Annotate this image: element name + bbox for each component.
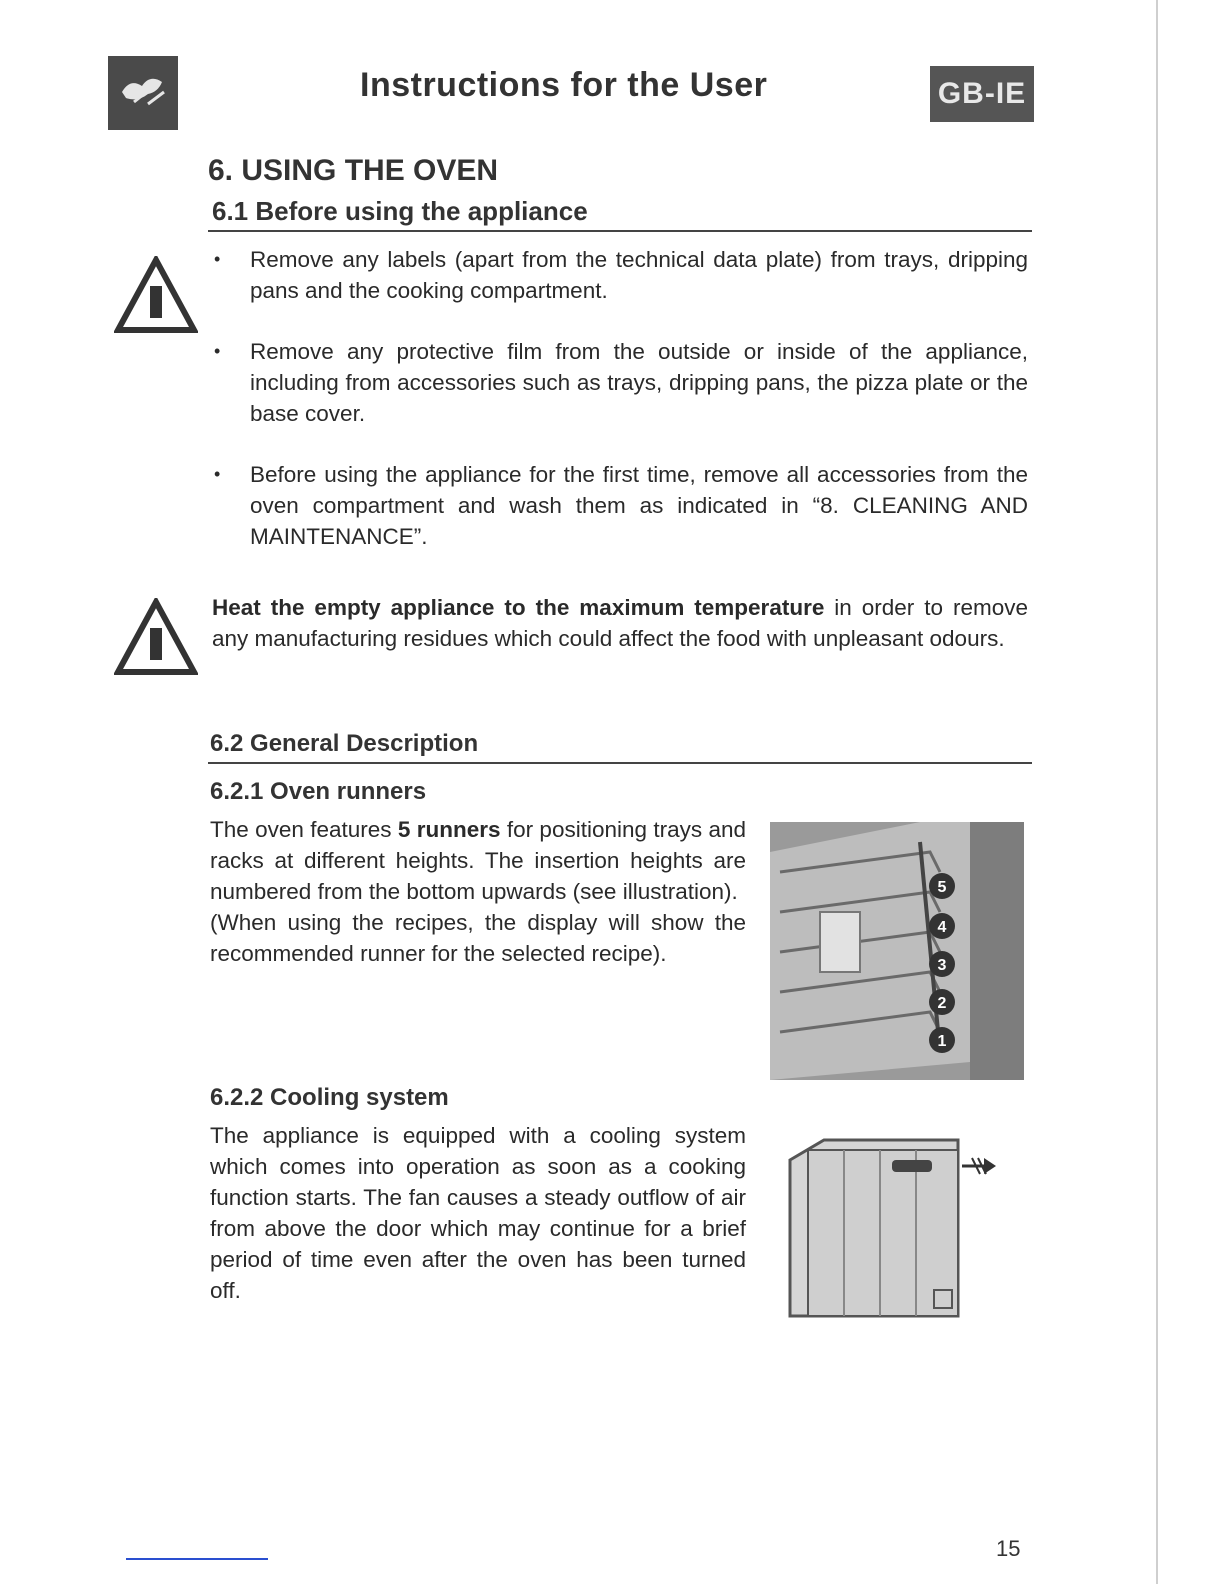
cooling-system-illustration bbox=[784, 1130, 996, 1322]
runner-label-1: 1 bbox=[937, 1033, 947, 1050]
subsection-title-6-1: 6.1 Before using the appliance bbox=[212, 196, 588, 226]
language-badge: GB-IE bbox=[930, 66, 1034, 122]
runner-label-5: 5 bbox=[937, 879, 947, 896]
oven-runners-illustration bbox=[770, 822, 1024, 1080]
runner-label-4: 4 bbox=[937, 919, 947, 936]
runners-count: 5 runners bbox=[397, 817, 501, 842]
page-edge-line bbox=[1156, 0, 1158, 1584]
list-item: • Before using the appliance for the first time, remove all accessories from the oven compartment and wash them as indicated in “8. CLEANING AND MAINTENANCE”. bbox=[210, 459, 1028, 552]
cooling-system-paragraph: The appliance is equipped with a cooling system which comes into operation as soon as a cooking function starts. The fan causes a steady outflow of air from above the door which may continue for a brief period of time even after the oven has been turned off. bbox=[210, 1123, 746, 1303]
runner-label-3: 3 bbox=[937, 957, 947, 974]
header-title: Instructions for the User bbox=[360, 66, 768, 104]
subsection-title-6-2-1: 6.2.1 Oven runners bbox=[210, 778, 427, 805]
runner-label-2: 2 bbox=[937, 995, 947, 1012]
section-rule bbox=[208, 762, 1032, 764]
list-item: • Remove any protective film from the outside or inside of the appliance, including from accessories such as trays, dripping pans, the pizza plate or the base cover. bbox=[210, 336, 1028, 429]
warning-icon bbox=[114, 598, 198, 678]
warning-paragraph bbox=[212, 592, 1028, 654]
bullet-list bbox=[210, 244, 1028, 582]
runners-text-end: for positioning trays and racks at different heights. The insertion heights are numbered from the bottom upwards (see illustration). bbox=[210, 817, 746, 904]
section-title: 6. USING THE OVEN bbox=[208, 154, 499, 187]
runners-note: (When using the recipes, the display will show the recommended runner for the selected recipe). bbox=[210, 910, 746, 966]
warning-bold-text: Heat the empty appliance to the maximum temperature bbox=[212, 595, 825, 620]
subsection-title-6-2-2: 6.2.2 Cooling system bbox=[210, 1084, 449, 1111]
airflow-arrow-icon bbox=[962, 1158, 996, 1174]
page-number: 15 bbox=[996, 1536, 1021, 1561]
footer-divider bbox=[126, 1558, 268, 1560]
runners-text-start: The oven features bbox=[210, 817, 398, 842]
oven-runners-paragraph bbox=[210, 814, 746, 969]
warning-icon bbox=[114, 256, 198, 336]
section-rule bbox=[208, 230, 1032, 232]
list-item: • Remove any labels (apart from the technical data plate) from trays, dripping pans and the cooking compartment. bbox=[210, 244, 1028, 306]
brand-logo bbox=[108, 56, 178, 130]
subsection-title-6-2: 6.2 General Description bbox=[210, 730, 479, 757]
warning-text: in order to remove any manufacturing residues which could affect the food with unpleasant odours. bbox=[212, 595, 1028, 651]
